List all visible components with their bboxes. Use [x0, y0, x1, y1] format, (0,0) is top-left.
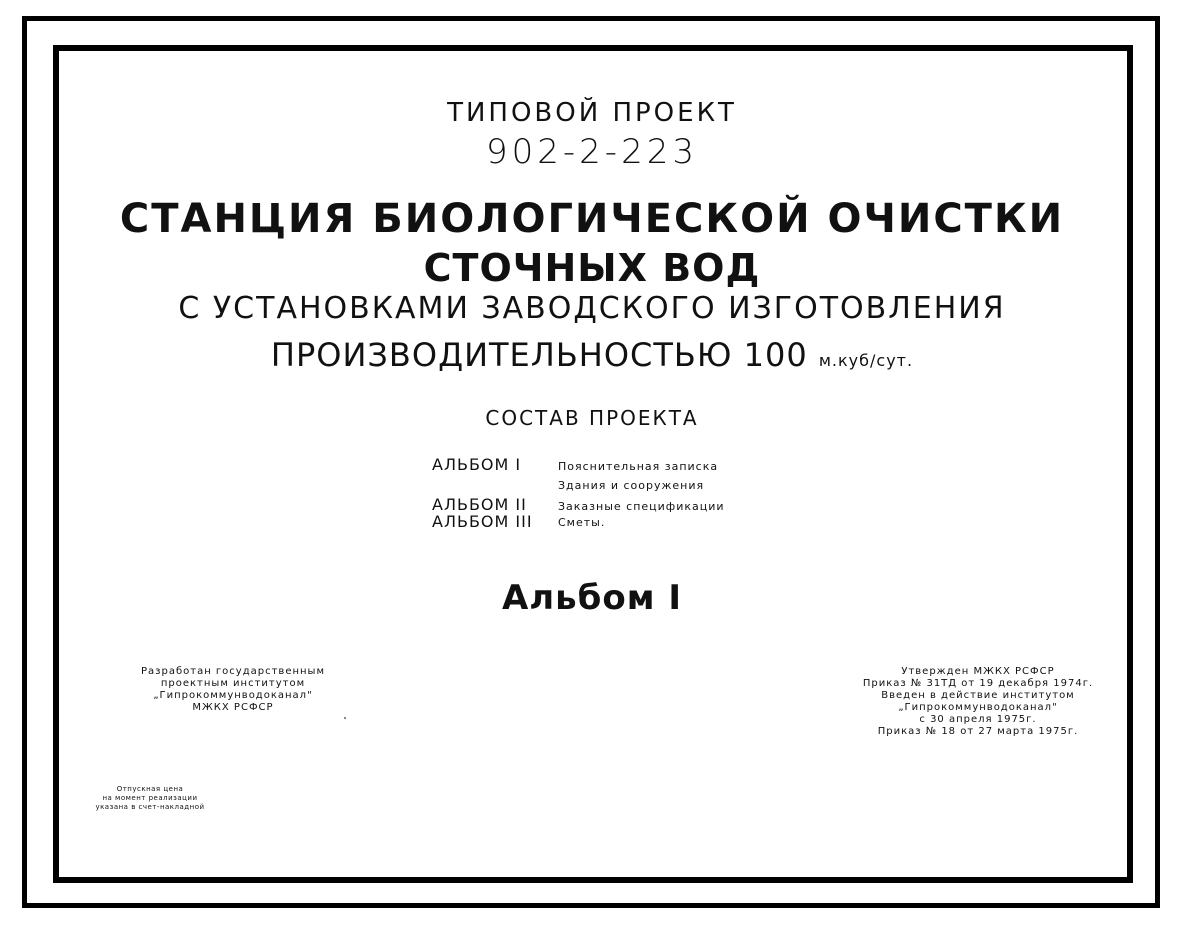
album-description: Здания и сооружения	[558, 479, 705, 492]
title-line-2: СТОЧНЫХ ВОД	[423, 246, 761, 290]
album-name: АЛЬБОМ I	[432, 455, 522, 474]
approval-note-line: „Гипрокоммунводоканал"	[898, 702, 1058, 713]
approval-note-line: Введен в действие институтом	[881, 690, 1075, 701]
developer-note-line: Разработан государственным	[141, 666, 325, 677]
title-line-3: С УСТАНОВКАМИ ЗАВОДСКОГО ИЗГОТОВЛЕНИЯ	[178, 291, 1006, 326]
project-number: 902-2-223	[486, 132, 698, 172]
stray-mark	[344, 717, 346, 719]
capacity-text: ПРОИЗВОДИТЕЛЬНОСТЬЮ 100	[270, 336, 808, 374]
album-name: АЛЬБОМ II	[432, 495, 527, 514]
album-description: Заказные спецификации	[558, 500, 725, 513]
approval-note	[858, 666, 1098, 738]
developer-note	[128, 666, 338, 714]
price-note-line: указана в счет-накладной	[95, 803, 205, 811]
developer-note-line: МЖКХ РСФСР	[192, 702, 274, 713]
approval-note-line: Приказ № 31ТД от 19 декабря 1974г.	[862, 678, 1094, 689]
project-type-label: ТИПОВОЙ ПРОЕКТ	[447, 98, 737, 128]
developer-note-line: „Гипрокоммунводоканал"	[153, 690, 313, 701]
developer-note-line: проектным институтом	[160, 678, 306, 689]
album-description: Пояснительная записка	[558, 460, 719, 473]
price-note-line: на момент реализации	[102, 794, 198, 802]
price-note-line: Отпускная цена	[116, 785, 184, 793]
approval-note-line: Приказ № 18 от 27 марта 1975г.	[877, 726, 1079, 737]
current-album-title: Альбом I	[501, 578, 683, 618]
album-name: АЛЬБОМ III	[432, 512, 533, 531]
title-line-1: СТАНЦИЯ БИОЛОГИЧЕСКОЙ ОЧИСТКИ	[119, 196, 1065, 242]
approval-note-line: Утвержден МЖКХ РСФСР	[901, 666, 1055, 677]
title-line-4	[0, 336, 1184, 374]
capacity-unit: м.куб/сут.	[818, 351, 914, 370]
approval-note-line: с 30 апреля 1975г.	[919, 714, 1037, 725]
price-note	[80, 785, 220, 812]
album-list	[432, 455, 752, 535]
composition-heading: СОСТАВ ПРОЕКТА	[485, 406, 699, 430]
album-description: Сметы.	[558, 516, 606, 529]
